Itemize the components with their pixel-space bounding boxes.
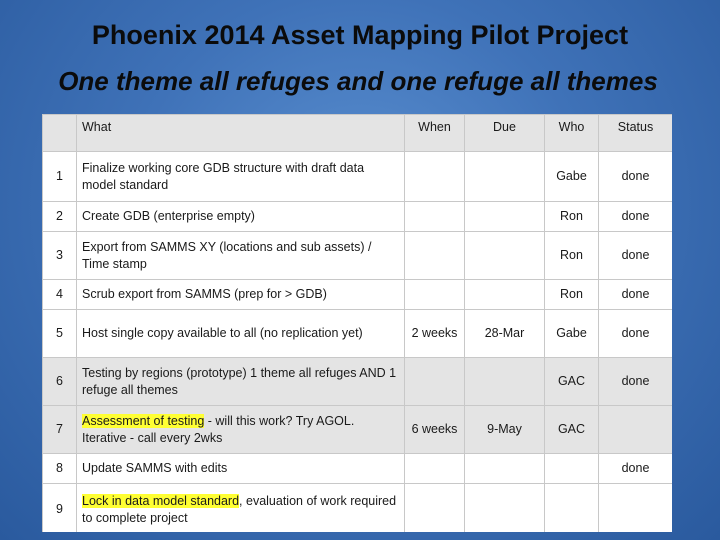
row-num: 6 <box>43 358 77 406</box>
row-due <box>465 202 545 232</box>
row-when <box>405 280 465 310</box>
row-num: 5 <box>43 310 77 358</box>
row-what-text: Export from SAMMS XY (locations and sub assets) / Time stamp <box>82 239 372 271</box>
row-due: 9-May <box>465 406 545 454</box>
row-who: Ron <box>545 202 599 232</box>
row-when: 6 weeks <box>405 406 465 454</box>
row-what-text: Update SAMMS with edits <box>82 461 228 475</box>
row-what-text: Finalize working core GDB structure with draft data model standard <box>82 160 365 192</box>
row-status: done <box>599 202 673 232</box>
row-what-text: - will this work? Try AGOL. Iterative - call every 2wks <box>82 413 355 445</box>
row-who: Ron <box>545 280 599 310</box>
row-num: 4 <box>43 280 77 310</box>
row-status: done <box>599 152 673 202</box>
row-what <box>77 454 405 484</box>
row-what <box>77 310 405 358</box>
header-when: When <box>405 115 465 152</box>
row-what-highlight: Lock in data model standard <box>82 493 240 508</box>
row-what <box>77 406 405 454</box>
row-num: 8 <box>43 454 77 484</box>
row-status: done <box>599 454 673 484</box>
row-what <box>77 358 405 406</box>
row-num: 2 <box>43 202 77 232</box>
task-table-container <box>42 114 672 532</box>
table-row <box>43 484 673 533</box>
row-num: 3 <box>43 232 77 280</box>
row-what <box>77 152 405 202</box>
header-due: Due <box>465 115 545 152</box>
row-status: done <box>599 280 673 310</box>
table-row <box>43 152 673 202</box>
row-status <box>599 406 673 454</box>
row-num: 9 <box>43 484 77 533</box>
row-due <box>465 232 545 280</box>
row-who: Ron <box>545 232 599 280</box>
header-num <box>43 115 77 152</box>
header-who: Who <box>545 115 599 152</box>
row-num: 7 <box>43 406 77 454</box>
row-due <box>465 358 545 406</box>
table-row <box>43 358 673 406</box>
row-who <box>545 454 599 484</box>
row-what-text: Create GDB (enterprise empty) <box>82 209 255 223</box>
row-due <box>465 152 545 202</box>
row-due <box>465 454 545 484</box>
header-status: Status <box>599 115 673 152</box>
slide-title: Phoenix 2014 Asset Mapping Pilot Project <box>91 20 629 50</box>
row-when <box>405 358 465 406</box>
table-row <box>43 310 673 358</box>
table-row <box>43 280 673 310</box>
table-header-row <box>43 115 673 152</box>
row-num: 1 <box>43 152 77 202</box>
row-what-text: Scrub export from SAMMS (prep for > GDB) <box>82 287 327 301</box>
row-due <box>465 484 545 533</box>
row-when: 2 weeks <box>405 310 465 358</box>
row-what <box>77 232 405 280</box>
row-when <box>405 454 465 484</box>
table-row <box>43 202 673 232</box>
row-status <box>599 484 673 533</box>
row-status: done <box>599 358 673 406</box>
table-row <box>43 406 673 454</box>
row-what-text: Testing by regions (prototype) 1 theme all refuges AND 1 refuge all themes <box>82 365 397 397</box>
row-what-text: , evaluation of work required to complete project <box>82 493 397 525</box>
task-table <box>42 114 672 532</box>
row-what <box>77 484 405 533</box>
row-what-highlight: Assessment of testing <box>82 413 205 428</box>
row-who: Gabe <box>545 310 599 358</box>
header-what: What <box>77 115 405 152</box>
row-when <box>405 202 465 232</box>
row-when <box>405 232 465 280</box>
row-due: 28-Mar <box>465 310 545 358</box>
table-row <box>43 232 673 280</box>
row-what-text: Host single copy available to all (no replication yet) <box>82 326 363 340</box>
row-status: done <box>599 310 673 358</box>
row-who: Gabe <box>545 152 599 202</box>
row-when <box>405 152 465 202</box>
row-when <box>405 484 465 533</box>
row-what <box>77 280 405 310</box>
row-who: GAC <box>545 406 599 454</box>
slide-subtitle: One theme all refuges and one refuge all themes <box>58 66 658 96</box>
table-row <box>43 454 673 484</box>
row-who <box>545 484 599 533</box>
row-status: done <box>599 232 673 280</box>
row-due <box>465 280 545 310</box>
row-who: GAC <box>545 358 599 406</box>
row-what <box>77 202 405 232</box>
